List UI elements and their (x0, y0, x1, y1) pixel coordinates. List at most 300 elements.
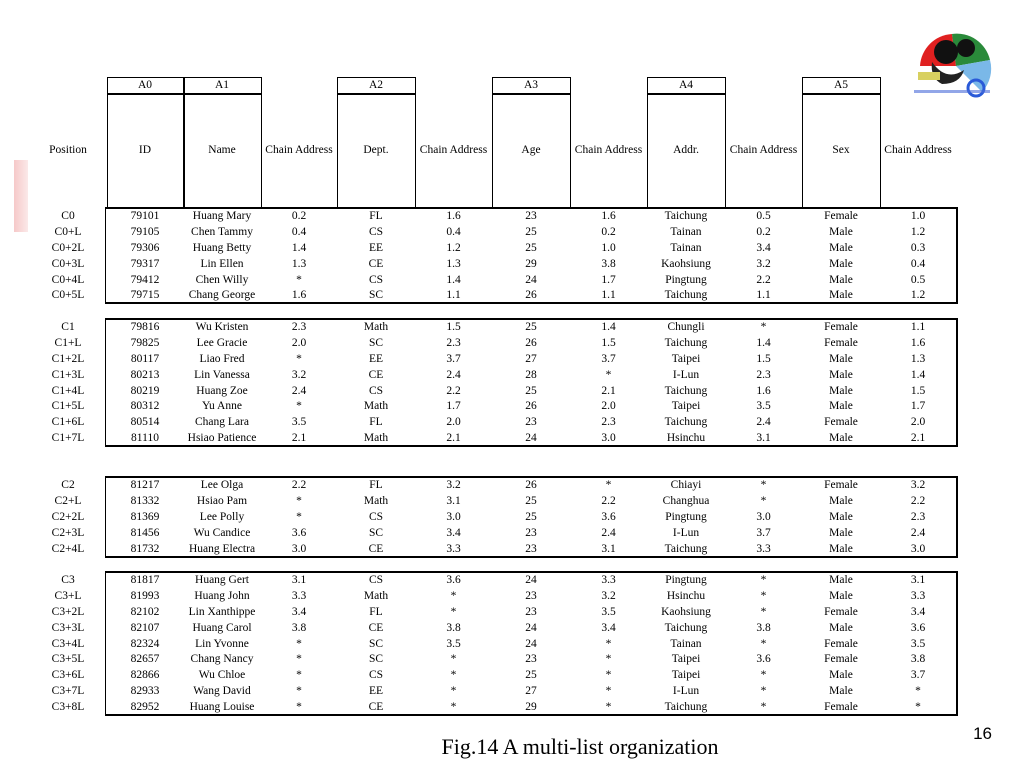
column-header: Chain Address (729, 144, 798, 156)
table-cell: * (605, 637, 612, 650)
table-cell: * (296, 352, 302, 365)
table-cell: * (760, 669, 767, 682)
table-cell: CS (368, 573, 384, 586)
header-top-label: A4 (678, 79, 694, 91)
table-cell: 3.3 (291, 589, 307, 602)
table-cell: CS (368, 669, 384, 682)
table-cell: * (450, 605, 457, 618)
table-cell: 24 (525, 273, 537, 286)
table-cell: C1+3L (51, 368, 85, 381)
table-cell: CS (368, 225, 384, 238)
table-cell: 2.1 (910, 432, 926, 445)
table-cell: 79105 (130, 225, 160, 238)
column-header: Chain Address (574, 144, 643, 156)
table-cell: 80219 (130, 384, 160, 397)
table-cell: C2+4L (51, 542, 85, 555)
table-cell: SC (368, 336, 384, 349)
table-cell: 23 (525, 416, 537, 429)
table-cell: 0.5 (910, 273, 926, 286)
column-header: ID (138, 144, 152, 156)
table-cell: 2.0 (910, 416, 926, 429)
column-header: Chain Address (265, 144, 333, 156)
header-top-label: A0 (137, 79, 153, 91)
table-cell: 3.0 (446, 510, 461, 523)
table-cell: * (760, 494, 767, 507)
table-cell: Huang John (194, 589, 250, 602)
table-cell: Female (824, 478, 858, 491)
table-cell: 3.4 (446, 526, 461, 539)
table-cell: C1+4L (51, 384, 85, 397)
table-cell: 3.8 (291, 621, 307, 634)
table-cell: 82657 (130, 653, 160, 666)
table-cell: Male (829, 526, 853, 539)
table-cell: Male (829, 542, 853, 555)
table-cell: Chen Willy (195, 273, 249, 286)
table-cell: 3.1 (291, 573, 307, 586)
table-cell: 2.4 (756, 416, 771, 429)
table-cell: Hsinchu (666, 432, 706, 445)
table-cell: CE (368, 257, 384, 270)
table-cell: Male (829, 432, 853, 445)
table-cell: 0.2 (601, 225, 616, 238)
table-cell: SC (368, 637, 384, 650)
table-cell: 2.3 (446, 336, 461, 349)
table-cell: 3.6 (910, 621, 926, 634)
table-cell: 3.8 (601, 257, 616, 270)
table-cell: 3.6 (756, 653, 771, 666)
table-cell: C1 (61, 320, 75, 333)
table-cell: C1+6L (51, 416, 85, 429)
table-cell: 82933 (130, 685, 160, 698)
table-cell: Male (829, 510, 853, 523)
table-cell: 3.7 (756, 526, 771, 539)
table-cell: Hsinchu (666, 589, 706, 602)
table-cell: 29 (525, 257, 537, 270)
table-cell: * (450, 669, 457, 682)
table-cell: Male (829, 400, 853, 413)
table-cell: 79306 (130, 241, 160, 254)
decorative-bar (14, 160, 28, 232)
header-top-label: A1 (214, 79, 230, 91)
table-cell: 1.5 (756, 352, 771, 365)
table-cell: 1.5 (910, 384, 926, 397)
table-cell: 82324 (130, 637, 160, 650)
table-cell: Wu Kristen (195, 320, 249, 333)
table-cell: Male (829, 621, 853, 634)
table-cell: Math (363, 400, 389, 413)
table-cell: 26 (525, 400, 537, 413)
table-cell: Chungli (667, 320, 705, 333)
table-cell: 0.5 (756, 209, 771, 222)
table-cell: * (760, 605, 767, 618)
table-cell: 24 (525, 637, 537, 650)
table-cell: 2.0 (446, 416, 461, 429)
table-cell: 23 (525, 209, 537, 222)
table-cell: 3.2 (601, 589, 616, 602)
table-cell: Huang Mary (192, 209, 252, 222)
table-cell: C1+L (54, 336, 82, 349)
table-cell: C0 (61, 209, 75, 222)
column-header: Addr. (673, 144, 699, 156)
table-cell: * (915, 701, 921, 714)
table-cell: I-Lun (672, 685, 700, 698)
table-cell: * (296, 653, 302, 666)
table-cell: Male (829, 352, 853, 365)
table-cell: 3.5 (910, 637, 926, 650)
table-cell: * (760, 685, 767, 698)
table-cell: * (296, 701, 302, 714)
table-cell: 2.1 (291, 432, 307, 445)
table-cell: Lin Xanthippe (188, 605, 256, 618)
table-cell: 25 (525, 384, 537, 397)
table-cell: * (605, 478, 612, 491)
table-cell: Huang Electra (188, 542, 256, 555)
table-cell: 1.0 (601, 241, 616, 254)
table-cell: 3.1 (446, 494, 461, 507)
table-cell: 1.3 (446, 257, 461, 270)
table-cell: EE (368, 352, 384, 365)
table-cell: C3+7L (51, 685, 85, 698)
table-cell: FL (369, 478, 383, 491)
table-cell: Math (363, 494, 389, 507)
table-cell: * (605, 368, 612, 381)
table-cell: 1.3 (910, 352, 926, 365)
table-cell: 81110 (131, 432, 159, 445)
table-cell: Math (363, 320, 389, 333)
table-cell: 2.1 (446, 432, 461, 445)
table-cell: Male (829, 685, 853, 698)
table-cell: 81332 (130, 494, 160, 507)
table-cell: 82866 (130, 669, 160, 682)
table-cell: 1.4 (291, 241, 307, 254)
table-cell: 2.2 (910, 494, 926, 507)
table-cell: FL (369, 209, 383, 222)
table-cell: 1.6 (756, 384, 771, 397)
table-cell: 23 (525, 605, 537, 618)
table-cell: C3+8L (51, 701, 85, 714)
table-cell: Hsiao Patience (187, 432, 257, 445)
table-cell: 3.4 (291, 605, 307, 618)
table-cell: Taichung (664, 209, 708, 222)
table-cell: * (450, 685, 457, 698)
table-cell: 79101 (130, 209, 160, 222)
table-cell: 81456 (130, 526, 160, 539)
table-cell: 26 (525, 478, 537, 491)
table-cell: EE (368, 241, 384, 254)
table-cell: SC (368, 289, 384, 302)
table-cell: Huang Betty (192, 241, 252, 254)
table-cell: Hsiao Pam (196, 494, 248, 507)
table-cell: 1.6 (446, 209, 461, 222)
table-cell: 3.6 (446, 573, 461, 586)
column-header: Age (521, 144, 541, 156)
table-cell: Lin Vanessa (194, 368, 250, 381)
table-cell: 1.6 (291, 289, 307, 302)
table-cell: 0.2 (756, 225, 771, 238)
header-top-label: A3 (523, 79, 539, 91)
table-cell: * (915, 685, 921, 698)
table-cell: 3.6 (601, 510, 616, 523)
table-cell: 24 (525, 573, 537, 586)
table-cell: Taichung (664, 701, 708, 714)
table-cell: Taipei (671, 352, 701, 365)
table-cell: 80213 (130, 368, 160, 381)
table-cell: * (605, 701, 612, 714)
table-cell: 26 (525, 336, 537, 349)
table-cell: 3.1 (756, 432, 771, 445)
table-cell: 3.3 (446, 542, 461, 555)
table-cell: C0+4L (51, 273, 85, 286)
table-cell: 1.1 (446, 289, 461, 302)
table-cell: 25 (525, 669, 537, 682)
table-cell: Taichung (664, 336, 708, 349)
table-cell: 2.3 (756, 368, 771, 381)
table-cell: EE (368, 685, 384, 698)
table-cell: Male (829, 494, 853, 507)
table-cell: I-Lun (672, 368, 700, 381)
table-cell: SC (368, 526, 384, 539)
table-cell: 1.4 (910, 368, 926, 381)
table-cell: Lin Yvonne (195, 637, 249, 650)
table-cell: Huang Gert (195, 573, 249, 586)
table-cell: Female (824, 701, 858, 714)
table-cell: 23 (525, 653, 537, 666)
table-cell: Tainan (670, 241, 702, 254)
table-cell: 81369 (130, 510, 160, 523)
table-cell: C3+L (54, 589, 82, 602)
table-cell: * (296, 685, 302, 698)
table-cell: Kaohsiung (661, 605, 711, 618)
table-cell: C2 (61, 478, 75, 491)
table-cell: Male (829, 589, 853, 602)
table-cell: 2.2 (601, 494, 616, 507)
table-cell: 3.0 (291, 542, 307, 555)
table-cell: C3+4L (51, 637, 85, 650)
table-cell: Taichung (664, 289, 708, 302)
table-cell: 1.4 (601, 320, 616, 333)
table-cell: 82102 (130, 605, 160, 618)
table-cell: C3+6L (51, 669, 85, 682)
table-cell: 81732 (130, 542, 160, 555)
table-cell: Yu Anne (202, 400, 242, 413)
table-cell: C1+7L (51, 432, 85, 445)
table-cell: 1.2 (910, 289, 926, 302)
table-cell: 3.7 (910, 669, 926, 682)
table-cell: 3.3 (756, 542, 771, 555)
table-cell: * (296, 510, 302, 523)
figure-caption: Fig.14 A multi-list organization (441, 734, 719, 759)
table-cell: 80514 (130, 416, 160, 429)
table-cell: 1.2 (910, 225, 926, 238)
table-cell: 3.1 (910, 573, 926, 586)
table-cell: C0+2L (51, 241, 85, 254)
table-cell: 1.1 (601, 289, 616, 302)
table-cell: Lin Ellen (200, 257, 244, 270)
table-cell: 3.7 (446, 352, 461, 365)
table-cell: Pingtung (665, 573, 707, 586)
table-cell: 23 (525, 542, 537, 555)
table-cell: 2.4 (601, 526, 616, 539)
table-cell: Chiayi (670, 478, 702, 491)
table-cell: 2.2 (756, 273, 771, 286)
table-cell: 2.0 (601, 400, 616, 413)
table-cell: 2.2 (446, 384, 461, 397)
table-cell: 24 (525, 621, 537, 634)
header-top-label: A5 (833, 79, 849, 91)
table-cell: 82107 (130, 621, 160, 634)
table-cell: 81217 (130, 478, 160, 491)
table-cell: C2+L (54, 494, 82, 507)
table-cell: 23 (525, 589, 537, 602)
table-cell: 3.3 (910, 589, 926, 602)
table-cell: * (296, 669, 302, 682)
table-cell: * (605, 685, 612, 698)
table-cell: 2.1 (601, 384, 616, 397)
table-cell: 3.8 (910, 653, 926, 666)
table-cell: 1.4 (446, 273, 461, 286)
table-cell: 79412 (130, 273, 160, 286)
table-cell: * (760, 573, 767, 586)
table-cell: 2.3 (910, 510, 926, 523)
table-cell: 2.0 (291, 336, 307, 349)
table-cell: Lee Olga (200, 478, 244, 491)
table-cell: Taipei (671, 400, 701, 413)
table-cell: 79825 (130, 336, 160, 349)
table-cell: Male (829, 289, 853, 302)
table-cell: 0.3 (910, 241, 926, 254)
table-cell: 2.4 (291, 384, 307, 397)
table-cell: Huang Carol (192, 621, 252, 634)
table-cell: 25 (525, 510, 537, 523)
table-cell: Lee Polly (199, 510, 245, 523)
table-cell: 25 (525, 225, 537, 238)
table-cell: 2.4 (446, 368, 461, 381)
table-cell: 3.8 (446, 621, 461, 634)
table-cell: 3.2 (910, 478, 926, 491)
table-cell: CS (368, 273, 384, 286)
table-cell: * (760, 320, 767, 333)
table-cell: Male (829, 257, 853, 270)
table-cell: 24 (525, 432, 537, 445)
table-cell: Lee Gracie (196, 336, 248, 349)
table-cell: Pingtung (665, 273, 707, 286)
table-cell: 3.7 (601, 352, 616, 365)
table-cell: * (450, 589, 457, 602)
table-cell: 80312 (130, 400, 160, 413)
table-cell: Male (829, 573, 853, 586)
table-cell: C0+L (54, 225, 82, 238)
table-cell: C3+5L (51, 653, 85, 666)
table-cell: Female (824, 637, 858, 650)
table-cell: 27 (525, 352, 537, 365)
table-cell: 79317 (130, 257, 160, 270)
table-cell: 1.4 (756, 336, 771, 349)
table-cell: Male (829, 273, 853, 286)
table-cell: Male (829, 241, 853, 254)
table-cell: C2+3L (51, 526, 85, 539)
table-cell: CS (368, 510, 384, 523)
table-cell: Taichung (664, 621, 708, 634)
table-cell: Kaohsiung (661, 257, 711, 270)
table-cell: 0.2 (291, 209, 307, 222)
table-cell: * (760, 478, 767, 491)
table-cell: Wu Chloe (198, 669, 246, 682)
table-cell: Pingtung (665, 510, 707, 523)
table-cell: FL (369, 605, 383, 618)
table-cell: Female (824, 653, 858, 666)
table-cell: 2.3 (291, 320, 307, 333)
column-header: Sex (832, 144, 850, 156)
table-cell: 1.0 (910, 209, 926, 222)
table-cell: 28 (525, 368, 537, 381)
table-cell: 3.6 (291, 526, 307, 539)
table-cell: C1+5L (51, 400, 85, 413)
table-cell: Math (363, 432, 389, 445)
table-cell: 2.4 (910, 526, 926, 539)
table-cell: 1.3 (291, 257, 307, 270)
table-cell: Tainan (670, 225, 702, 238)
table-cell: 29 (525, 701, 537, 714)
table-cell: * (296, 400, 302, 413)
table-cell: 3.0 (756, 510, 771, 523)
table-cell: Changhua (662, 494, 710, 507)
table-cell: * (296, 273, 302, 286)
table-cell: Taichung (664, 384, 708, 397)
table-cell: * (760, 589, 767, 602)
table-cell: Math (363, 589, 389, 602)
table-cell: 1.7 (910, 400, 926, 413)
table-cell: Wang David (193, 685, 251, 698)
table-cell: 23 (525, 526, 537, 539)
table-cell: 3.0 (910, 542, 926, 555)
table-cell: 1.1 (756, 289, 771, 302)
table-cell: Male (829, 384, 853, 397)
table-cell: Female (824, 320, 858, 333)
table-cell: 3.1 (601, 542, 616, 555)
table-cell: C2+2L (51, 510, 85, 523)
table-cell: 0.4 (291, 225, 307, 238)
table-cell: Male (829, 368, 853, 381)
table-cell: 1.2 (446, 241, 461, 254)
table-cell: C0+5L (51, 289, 85, 302)
table-cell: Taipei (671, 669, 701, 682)
column-header: Chain Address (419, 144, 488, 156)
table-cell: CE (368, 368, 384, 381)
table-cell: 79715 (130, 289, 160, 302)
table-cell: Huang Louise (189, 701, 255, 714)
table-cell: 3.3 (601, 573, 616, 586)
table-cell: C1+2L (51, 352, 85, 365)
table-cell: 81817 (130, 573, 160, 586)
table-cell: I-Lun (672, 526, 700, 539)
table-cell: Wu Candice (193, 526, 251, 539)
table-cell: Female (824, 605, 858, 618)
table-cell: 3.8 (756, 621, 771, 634)
table-cell: C0+3L (51, 257, 85, 270)
table-cell: 26 (525, 289, 537, 302)
table-cell: Chang Nancy (190, 653, 254, 666)
table-cell: CE (368, 621, 384, 634)
table-cell: 3.5 (756, 400, 771, 413)
column-header: Name (208, 144, 236, 156)
table-cell: Huang Zoe (196, 384, 248, 397)
table-cell: C3+2L (51, 605, 85, 618)
table-cell: SC (368, 653, 384, 666)
table-cell: CE (368, 542, 384, 555)
table-cell: Male (829, 669, 853, 682)
table-cell: 3.5 (601, 605, 616, 618)
table-cell: Chang Lara (195, 416, 249, 429)
